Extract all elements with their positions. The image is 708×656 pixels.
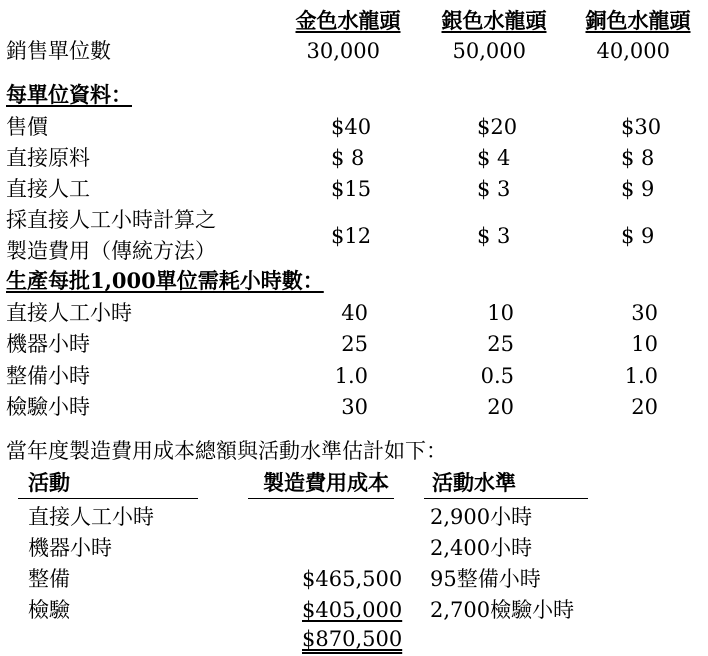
- batch-value-copper: 20: [631, 395, 658, 419]
- batch-row-label: 檢驗小時: [6, 395, 90, 419]
- overhead-label-line1: 採直接人工小時計算之: [6, 208, 216, 232]
- batch-value-gold: 25: [341, 332, 368, 356]
- activity-row-level: 2,700檢驗小時: [430, 598, 575, 622]
- per-unit-title: 每單位資料：: [6, 82, 132, 107]
- activity-row-cost: $405,000: [302, 598, 403, 622]
- activity-row-name: 直接人工小時: [28, 505, 154, 529]
- header-rule-cost: [248, 498, 394, 499]
- price-gold: $40: [331, 115, 372, 139]
- sales-units-copper: 40,000: [596, 39, 670, 63]
- sales-units-label: 銷售單位數: [6, 39, 111, 63]
- header-rule-level: [424, 498, 588, 499]
- header-copper: 銅色水龍頭: [585, 8, 691, 33]
- overhead-gold: $12: [331, 224, 372, 248]
- batch-value-copper: 1.0: [624, 364, 658, 388]
- col-activity-header: 活動: [28, 470, 70, 495]
- batch-value-gold: 1.0: [334, 364, 368, 388]
- activity-row-level: 2,400小時: [430, 536, 533, 560]
- batch-value-silver: 25: [487, 332, 514, 356]
- batch-value-gold: 30: [341, 395, 368, 419]
- batch-value-gold: 40: [341, 301, 368, 325]
- activity-row-name: 檢驗: [28, 598, 70, 622]
- batch-value-silver: 0.5: [480, 364, 514, 388]
- overhead-label-line2: 製造費用（傳統方法）: [6, 239, 216, 263]
- header-rule-activity: [18, 498, 198, 499]
- price-copper: $30: [621, 115, 662, 139]
- batch-value-silver: 20: [487, 395, 514, 419]
- activity-row-cost: $465,500: [302, 567, 403, 591]
- batch-value-copper: 10: [631, 332, 658, 356]
- batch-row-label: 機器小時: [6, 332, 90, 356]
- activity-row-name: 整備: [28, 567, 70, 591]
- price-silver: $20: [477, 115, 518, 139]
- direct-material-copper: $ 8: [621, 146, 655, 170]
- direct-labor-gold: $15: [331, 177, 372, 201]
- price-label: 售價: [6, 115, 48, 139]
- direct-labor-label: 直接人工: [6, 177, 90, 201]
- batch-value-copper: 30: [631, 301, 658, 325]
- activity-row-level: 2,900小時: [430, 505, 533, 529]
- header-gold: 金色水龍頭: [295, 8, 401, 33]
- direct-material-silver: $ 4: [477, 146, 511, 170]
- overhead-silver: $ 3: [477, 224, 511, 248]
- batch-title: 生產每批1,000單位需耗小時數：: [6, 268, 324, 293]
- direct-material-label: 直接原料: [6, 146, 90, 170]
- batch-value-silver: 10: [487, 301, 514, 325]
- total-cost: $870,500: [302, 627, 403, 651]
- overhead-copper: $ 9: [621, 224, 655, 248]
- batch-row-label: 直接人工小時: [6, 301, 132, 325]
- direct-material-gold: $ 8: [331, 146, 365, 170]
- batch-row-label: 整備小時: [6, 364, 90, 388]
- col-level-header: 活動水準: [432, 470, 516, 495]
- activity-row-name: 機器小時: [28, 536, 112, 560]
- activity-intro: 當年度製造費用成本總額與活動水準估計如下：: [6, 439, 447, 463]
- activity-row-level: 95整備小時: [430, 567, 541, 591]
- sales-units-silver: 50,000: [452, 39, 526, 63]
- col-cost-header: 製造費用成本: [263, 470, 389, 495]
- header-silver: 銀色水龍頭: [441, 8, 547, 33]
- sales-units-gold: 30,000: [306, 39, 380, 63]
- direct-labor-copper: $ 9: [621, 177, 655, 201]
- direct-labor-silver: $ 3: [477, 177, 511, 201]
